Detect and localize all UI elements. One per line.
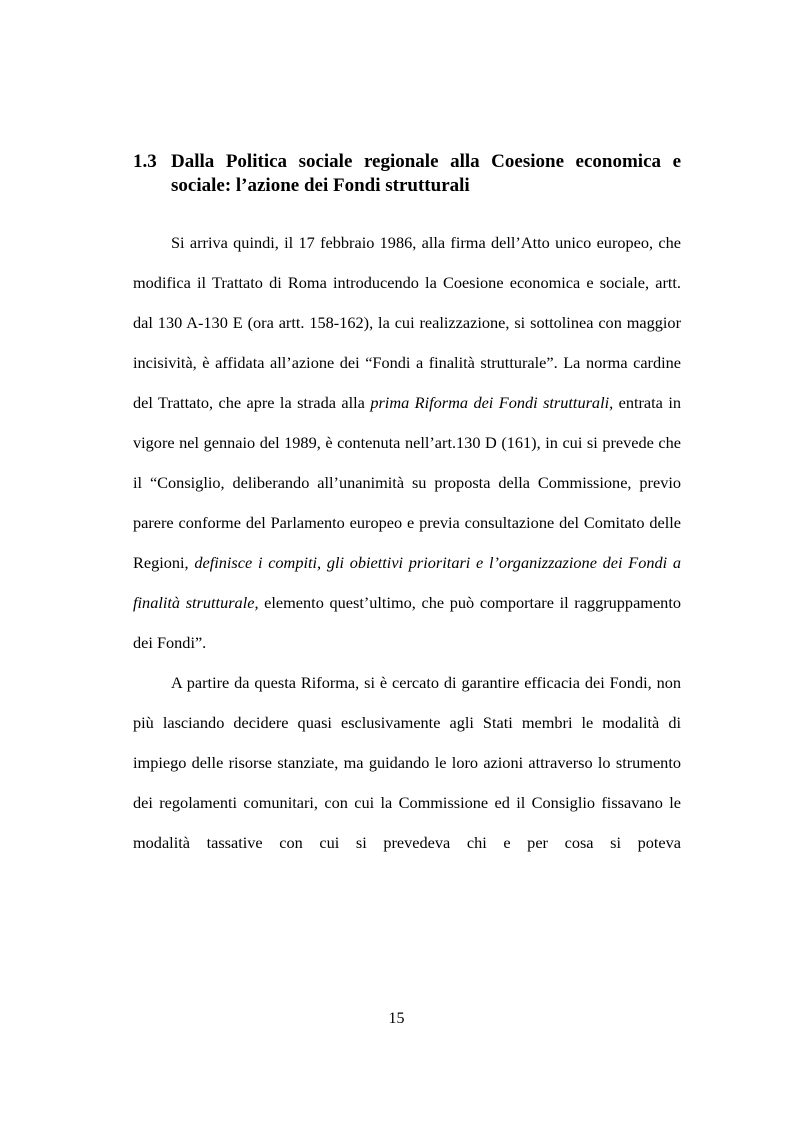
italic-segment: prima Riforma dei Fondi strutturali,	[370, 393, 614, 412]
section-title: Dalla Politica sociale regionale alla Coesione economica e sociale: l’azione dei Fondi strutturali	[171, 151, 681, 196]
text-segment: A partire da questa Riforma, si è cercato di garantire efficacia dei Fondi, non più lasciando decidere quasi esclusivamente agli Stati membri le modalità di impiego delle risorse stanziate, ma guidando le loro azioni attraverso lo strumento dei regolamenti comunitari, con cui la Commissione ed il Consiglio fissavano le modalità tassative con cui si prevedeva chi e per cosa si poteva	[133, 673, 681, 852]
section-heading	[133, 150, 681, 198]
text-segment: Si arriva quindi, il 17 febbraio 1986, alla firma dell’Atto unico europeo, che modifica il Trattato di Roma introducendo la Coesione economica e sociale, artt. dal 130 A-130 E (ora artt. 158-162), la cui realizzazione, si sottolinea con maggior incisività, è affidata all’azione dei “Fondi a finalità strutturale”. La norma cardine del Trattato, che apre la strada alla	[133, 233, 681, 412]
italic-segment: definisce i compiti, gli obiettivi prioritari e l’organizzazione dei Fondi a finalità strutturale,	[133, 553, 682, 612]
paragraph	[133, 223, 681, 663]
section-number: 1.3	[133, 151, 157, 172]
text-segment: elemento quest’ultimo, che può comportare il raggruppamento dei Fondi”.	[133, 593, 681, 652]
text-segment: entrata in vigore nel gennaio del 1989, è contenuta nell’art.130 D (161), in cui si prevede che il “Consiglio, deliberando all’unanimità su proposta della Commissione, previo parere conforme del Parlamento europeo e previa consultazione del Comitato delle Regioni,	[133, 393, 681, 572]
page-number: 15	[388, 1010, 405, 1027]
body-text	[133, 223, 681, 863]
paragraph	[133, 663, 681, 863]
